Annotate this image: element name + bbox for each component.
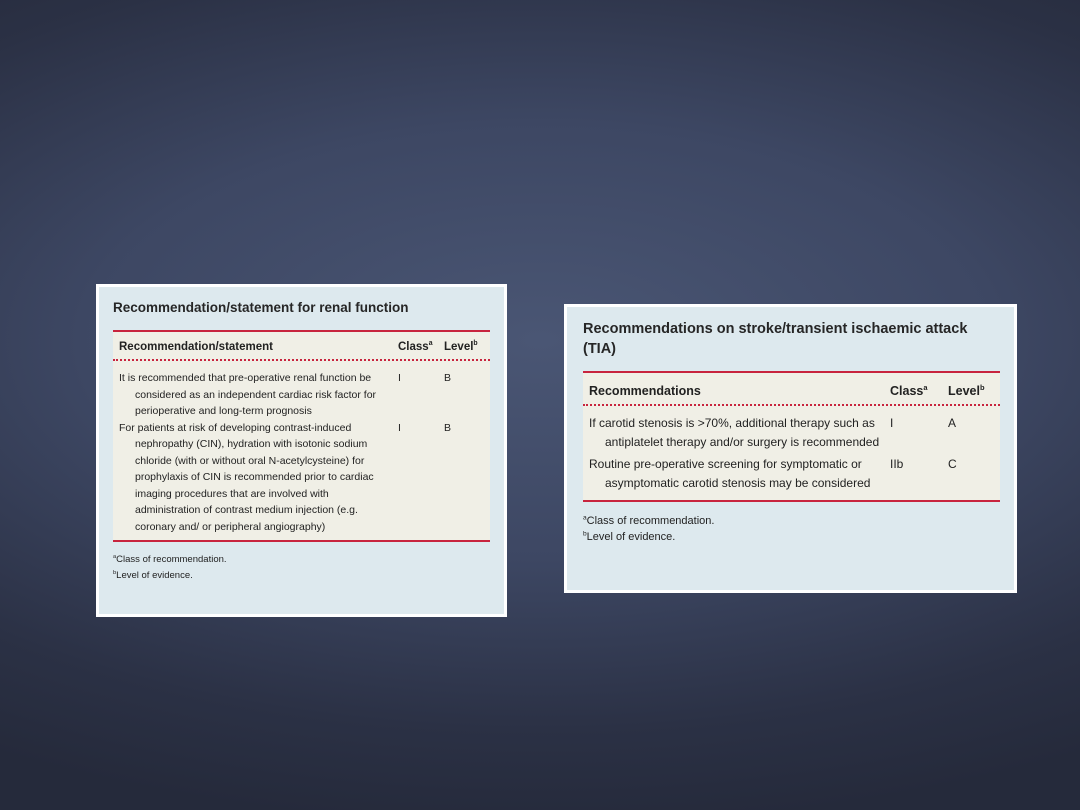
footnote: $^b$Level of evidence. [113,569,193,581]
footnote: $^a$Class of recommendation. [113,553,227,565]
row-level: C [948,457,957,471]
row-recommendation: It is recommended that pre-operative renal function be considered as an independent cardiac risk factor for perioperative and long-term prognosis [119,372,377,417]
table-title: Recommendation/statement for renal function [113,300,409,315]
row-recommendation: Routine pre-operative screening for symptomatic or asymptomatic carotid stenosis may be considered [589,457,871,490]
header-level: Level$^b$ [444,340,478,353]
row-class: I [398,372,401,384]
table-row [113,420,490,536]
footnote: $^a$Class of recommendation. [583,514,715,527]
row-class: I [398,421,401,434]
header-level: Level$^b$ [948,382,985,398]
header-recommendation: Recommendations [589,384,701,398]
row-class: I [890,416,894,430]
renal-function-table-card [96,284,507,617]
table-header [583,373,1000,406]
table-title: Recommendations on stroke/transient ischaemic attack (TIA) [583,321,968,357]
row-recommendation: For patients at risk of developing contrast-induced nephropathy (CIN), hydration with isotonic sodium chloride (with or without oral N-acetylcysteine) for prophylaxis of CIN is recommended prior to cardiac imaging procedures that are involved with administration of contrast medium injection (e.g. coronary and/ or peripheral angiography) [119,421,374,533]
header-class: Class$^a$ [890,382,928,398]
header-recommendation: Recommendation/statement [119,341,274,353]
footnotes [113,552,490,583]
table-row [583,455,1000,492]
footnote: $^b$Level of evidence. [583,529,676,543]
row-class: IIb [890,457,904,471]
row-level: B [444,372,452,384]
row-level: B [444,421,452,434]
table-header [113,332,490,361]
table-row [113,370,490,420]
stroke-tia-table-card [564,304,1017,593]
header-class: Class$^a$ [398,340,433,353]
recommendation-table [583,371,1000,502]
recommendation-table [113,330,490,542]
row-recommendation: If carotid stenosis is >70%, additional therapy such as antiplatelet therapy and/or surgery is recommended [589,416,880,449]
footnotes [583,514,1000,545]
table-row [583,414,1000,451]
row-level: A [948,416,957,430]
